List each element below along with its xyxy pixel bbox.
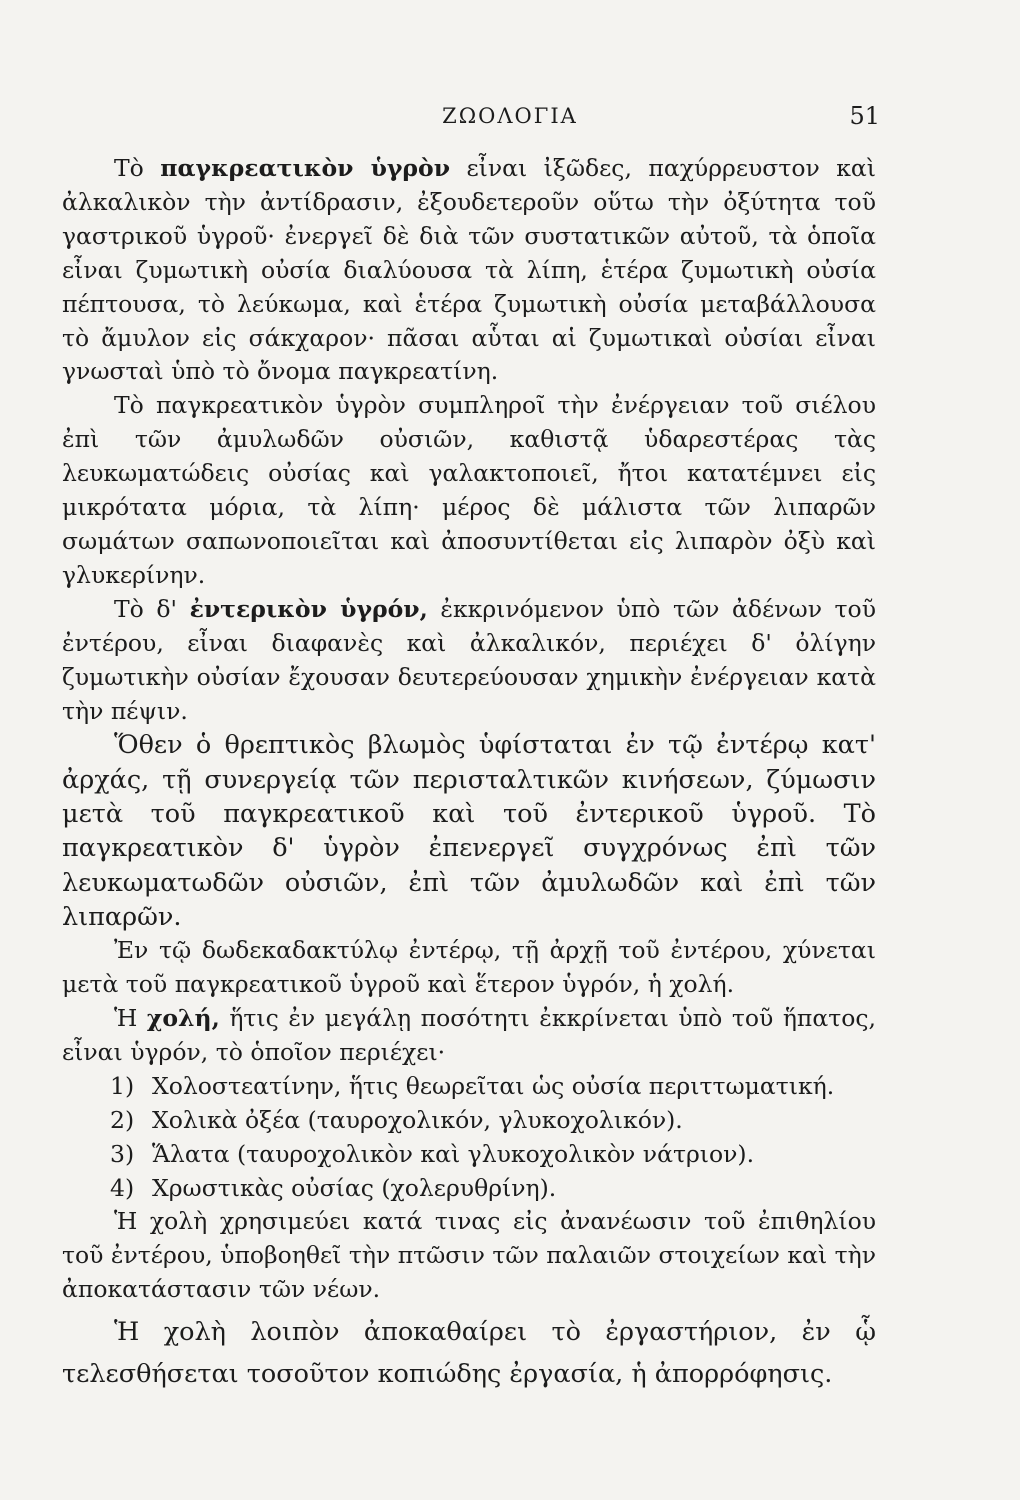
bold-term-bile: χολή,	[146, 1004, 220, 1032]
paragraph-pancreatic-juice	[62, 152, 876, 389]
list-text: Χολοστεατίνην, ἥτις θεωρεῖται ὡς οὐσία περιττωματική.	[152, 1071, 835, 1100]
list-text: Χολικὰ ὀξέα (ταυροχολικόν, γλυκοχολικόν).	[152, 1105, 683, 1134]
bold-term-intestinal-juice: ἐντερικὸν ὑγρόν,	[189, 594, 428, 623]
list-number: 2)	[110, 1105, 135, 1134]
list-number: 3)	[110, 1139, 135, 1168]
paragraph-conclusion: Ἡ χολὴ λοιπὸν ἀποκαθαίρει τὸ ἐργαστήριον, ἐν ᾧ τελεσθήσεται τοσοῦτον κοπιώδης ἐργασία, ἡ ἀπορρόφησις.	[62, 1317, 876, 1390]
running-title: ΖΩΟΛΟΓΙΑ	[442, 104, 578, 128]
list-item	[62, 1070, 876, 1104]
list-number: 4)	[110, 1173, 135, 1202]
page-body	[62, 152, 876, 1395]
bile-components-list	[62, 1070, 876, 1206]
text-run: Τὸ δ'	[114, 594, 190, 623]
list-text: Ἅλατα (ταυροχολικὸν καὶ γλυκοχολικὸν νάτριον).	[152, 1139, 755, 1168]
list-item	[62, 1172, 876, 1206]
page-header	[0, 98, 1020, 134]
paragraph-duodenum: Ἐν τῷ δωδεκαδακτύλῳ ἐντέρῳ, τῇ ἀρχῇ τοῦ ἐντέρου, χύνεται μετὰ τοῦ παγκρεατικοῦ ὑγροῦ καὶ ἕτερον ὑγρόν, ἡ χολή.	[62, 936, 876, 999]
list-number: 1)	[110, 1071, 135, 1100]
paragraph-intestinal-juice	[62, 593, 876, 729]
bold-term-pancreatic-juice: παγκρεατικὸν ὑγρὸν	[160, 154, 451, 182]
text-run: ἥτις ἐν μεγάλῃ ποσότητι ἐκκρίνεται ὑπὸ τοῦ ἥπατος, εἶναι ὑγρόν, τὸ ὁποῖον περιέχει·	[62, 1004, 876, 1066]
list-item	[62, 1138, 876, 1172]
paragraph-bile	[62, 1002, 876, 1070]
paragraph-bile-function: Ἡ χολὴ χρησιμεύει κατά τινας εἰς ἀνανέωσιν τοῦ ἐπιθηλίου τοῦ ἐντέρου, ὑποβοηθεῖ τὴν πτῶσιν τῶν παλαιῶν στοιχείων καὶ τὴν ἀποκατάστασιν τῶν νέων.	[62, 1207, 877, 1304]
text-run: ἐκκρινόμενον ὑπὸ τῶν ἀδένων τοῦ ἐντέρου, εἶναι διαφανὲς καὶ ἀλκαλικόν, περιέχει δ' ὀλίγην ζυμωτικὴν οὐσίαν ἔχουσαν δευτερεύουσαν χημικὴν ἐνέργειαν κατὰ τὴν πέψιν.	[62, 594, 876, 725]
text-run: εἶναι ἰξῶδες, παχύρρευστον καὶ ἀλκαλικὸν τὴν ἀντίδρασιν, ἐξουδετεροῦν οὕτω τὴν ὀξύτητα τοῦ γαστρικοῦ ὑγροῦ· ἐνεργεῖ δὲ διὰ τῶν συστατικῶν αὐτοῦ, τὰ ὁποῖα εἶναι ζυμωτικὴ οὐσία διαλύουσα τὰ λίπη, ἑτέρα ζυμωτικὴ οὐσία πέπτουσα, τὸ λεύκωμα, καὶ ἑτέρα ζυμωτικὴ οὐσία μεταβάλλουσα τὸ ἄμυλον εἰς σάκχαρον· πᾶσαι αὗται αἱ ζυμωτικαὶ οὐσίαι εἶναι γνωσταὶ ὑπὸ τὸ ὄνομα παγκρεατίνη.	[62, 154, 876, 386]
paragraph-digestion-summary: Ὅθεν ὁ θρεπτικὸς βλωμὸς ὑφίσταται ἐν τῷ ἐντέρῳ κατ' ἀρχάς, τῇ συνεργείᾳ τῶν περισταλτικῶν κινήσεων, ζύμωσιν μετὰ τοῦ παγκρεατικοῦ καὶ τοῦ ἐντερικοῦ ὑγροῦ. Τὸ παγκρεατικὸν δ' ὑγρὸν ἐπενεργεῖ συγχρόνως ἐπὶ τῶν λευκωματωδῶν οὐσιῶν, ἐπὶ τῶν ἀμυλωδῶν καὶ ἐπὶ τῶν λιπαρῶν.	[62, 730, 876, 932]
list-text: Χρωστικὰς οὐσίας (χολερυθρίνη).	[152, 1173, 557, 1202]
text-run: Ἡ	[114, 1004, 147, 1032]
list-item	[62, 1104, 876, 1138]
page-number: 51	[849, 102, 880, 130]
text-run: Τὸ	[114, 154, 161, 182]
paragraph-pancreatic-action: Τὸ παγκρεατικὸν ὑγρὸν συμπληροῖ τὴν ἐνέργειαν τοῦ σιέλου ἐπὶ τῶν ἀμυλωδῶν οὐσιῶν, καθιστᾷ ὑδαρεστέρας τὰς λευκωματώδεις οὐσίας καὶ γαλακτοποιεῖ, ἤτοι κατατέμνει εἰς μικρότατα μόρια, τὰ λίπη· μέρος δὲ μάλιστα τῶν λιπαρῶν σωμάτων σαπωνοποιεῖται καὶ ἀποσυντίθεται εἰς λιπαρὸν ὀξὺ καὶ γλυκερίνην.	[62, 391, 876, 589]
